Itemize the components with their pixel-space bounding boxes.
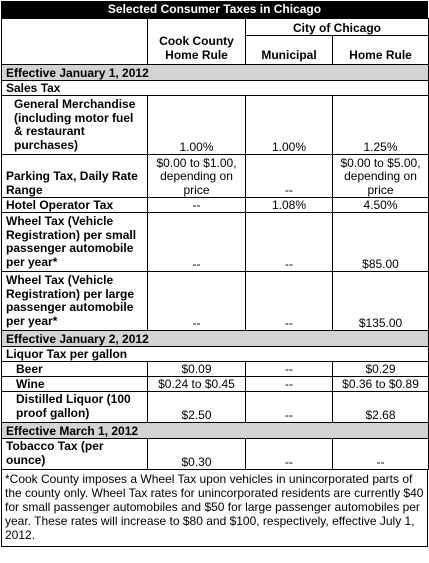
header-empty-cell	[2, 19, 148, 65]
subsection-row	[2, 81, 429, 96]
cook-county-value: --	[148, 198, 246, 213]
table-row	[2, 377, 429, 392]
table-title: Selected Consumer Taxes in Chicago	[1, 1, 428, 18]
header-municipal: Municipal	[246, 36, 333, 65]
section-label: Effective January 1, 2012	[2, 65, 429, 81]
header-home-rule: Home Rule	[333, 36, 429, 65]
cook-county-value: 1.00%	[148, 96, 246, 155]
municipal-value: 1.08%	[246, 198, 333, 213]
table-row	[2, 392, 429, 423]
municipal-value: --	[246, 213, 333, 272]
row-label: Distilled Liquor (100 proof gallon)	[2, 392, 148, 423]
home-rule-value: --	[333, 439, 429, 470]
subsection-label: Sales Tax	[2, 81, 429, 96]
municipal-value: --	[246, 377, 333, 392]
cook-county-value: --	[148, 213, 246, 272]
cook-county-value: $2.50	[148, 392, 246, 423]
row-label: Wheel Tax (Vehicle Registration) per large passenger automobile per year*	[2, 272, 148, 331]
municipal-value: 1.00%	[246, 96, 333, 155]
municipal-value: --	[246, 155, 333, 198]
cook-county-value: $0.30	[148, 439, 246, 470]
table-row	[2, 272, 429, 331]
section-row	[2, 423, 429, 439]
cook-county-value: $0.24 to $0.45	[148, 377, 246, 392]
section-row	[2, 65, 429, 81]
home-rule-value: $135.00	[333, 272, 429, 331]
row-label: Tobacco Tax (per ounce)	[2, 439, 148, 470]
table-row	[2, 439, 429, 470]
municipal-value: --	[246, 439, 333, 470]
row-label: Hotel Operator Tax	[2, 198, 148, 213]
header-city-of-chicago: City of Chicago	[246, 19, 429, 36]
cook-county-value: --	[148, 272, 246, 331]
table-row	[2, 362, 429, 377]
home-rule-value: $0.29	[333, 362, 429, 377]
footnote: *Cook County imposes a Wheel Tax upon vehicles in unincorporated parts of the county only. Wheel Tax rates for unincorporated residents are currently $40 for small passenger automobiles and $50 for large passenger automobiles per year. These rates will increase to $80 and $100, respectively, effective July 1, 2012.	[1, 470, 428, 547]
row-label: Wheel Tax (Vehicle Registration) per small passenger automobile per year*	[2, 213, 148, 272]
row-label: Beer	[2, 362, 148, 377]
home-rule-value: $2.68	[333, 392, 429, 423]
table-row	[2, 198, 429, 213]
subsection-row	[2, 347, 429, 362]
row-label: Wine	[2, 377, 148, 392]
header-cook-county: Cook County Home Rule	[148, 19, 246, 65]
home-rule-value: 4.50%	[333, 198, 429, 213]
cook-county-value: $0.09	[148, 362, 246, 377]
municipal-value: --	[246, 392, 333, 423]
section-label: Effective January 2, 2012	[2, 331, 429, 347]
home-rule-value: $85.00	[333, 213, 429, 272]
cook-county-value: $0.00 to $1.00, depending on price	[148, 155, 246, 198]
row-label: Parking Tax, Daily Rate Range	[2, 155, 148, 198]
header-row-group	[2, 19, 429, 36]
municipal-value: --	[246, 362, 333, 377]
consumer-tax-table	[1, 18, 429, 470]
home-rule-value: 1.25%	[333, 96, 429, 155]
table-row	[2, 155, 429, 198]
home-rule-value: $0.00 to $5.00, depending on price	[333, 155, 429, 198]
subsection-label: Liquor Tax per gallon	[2, 347, 429, 362]
home-rule-value: $0.36 to $0.89	[333, 377, 429, 392]
tax-document	[1, 1, 428, 547]
section-label: Effective March 1, 2012	[2, 423, 429, 439]
municipal-value: --	[246, 272, 333, 331]
row-label: General Merchandise (including motor fuel & restaurant purchases)	[2, 96, 148, 155]
table-row	[2, 96, 429, 155]
table-row	[2, 213, 429, 272]
section-row	[2, 331, 429, 347]
